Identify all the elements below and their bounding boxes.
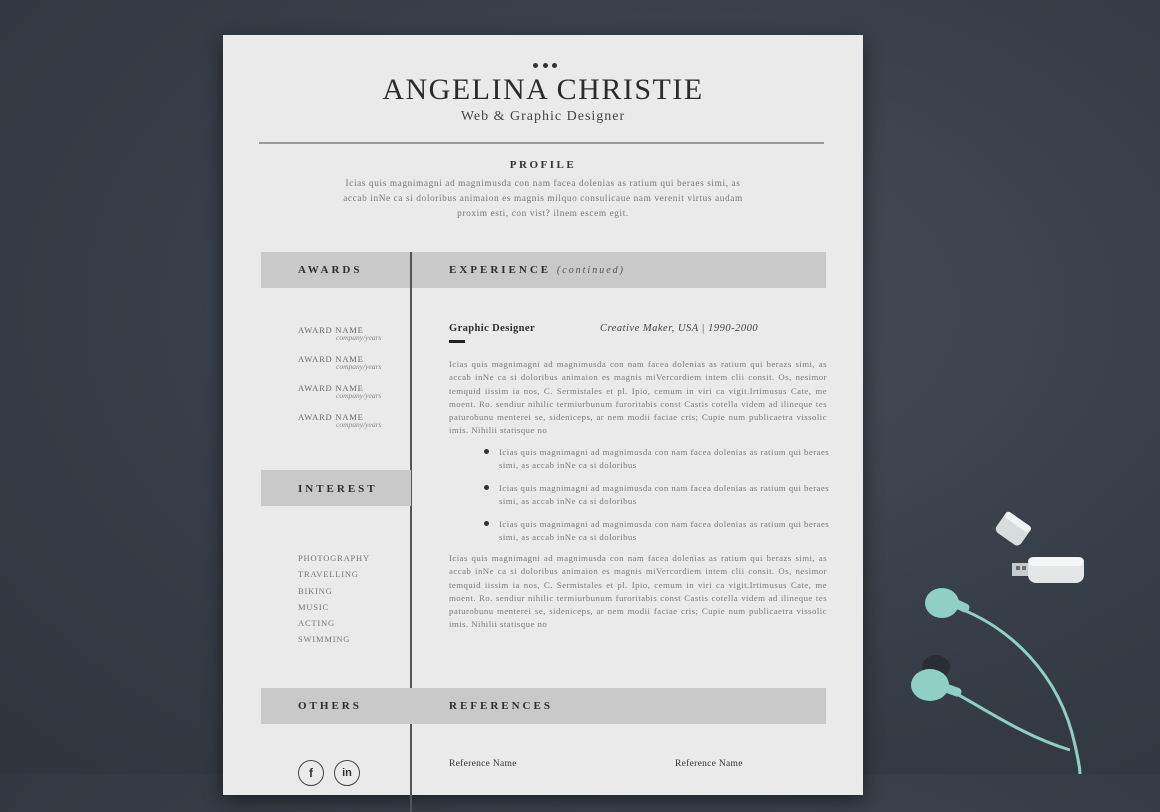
references-heading: REFERENCES (449, 700, 553, 712)
interest-item: MUSIC (298, 601, 329, 612)
experience-heading-text: EXPERIENCE (449, 264, 552, 276)
award-item (298, 325, 381, 342)
experience-continued: (continued) (556, 265, 625, 276)
column-divider (410, 252, 412, 812)
job-title: Graphic Designer (449, 323, 536, 334)
interest-list (298, 550, 370, 648)
award-name: AWARD NAME (298, 412, 364, 422)
award-name: AWARD NAME (298, 354, 364, 364)
candidate-name: ANGELINA CHRISTIE (382, 73, 704, 106)
award-item (298, 354, 381, 371)
usb-cap-icon (994, 511, 1032, 548)
earbud-icon (925, 588, 971, 618)
experience-heading (449, 264, 625, 276)
others-heading: OTHERS (298, 700, 362, 712)
bullet-item: Icias quis magnimagni ad magnimusda con nam facea dolenias as ratium qui beraes simi, as accab inNe ca si doloribus (481, 518, 831, 544)
award-year: company/years (336, 391, 382, 400)
award-year: company/years (336, 333, 382, 342)
reference-name: Reference Name (675, 759, 743, 769)
bullet-item: Icias quis magnimagni ad magnimusda con nam facea dolenias as ratium qui beraes simi, as accab inNe ca si doloribus (481, 482, 831, 508)
interest-item: TRAVELLING (298, 569, 359, 580)
profile-heading: PROFILE (509, 159, 577, 171)
interest-item: ACTING (298, 618, 335, 629)
experience-bullets (481, 446, 831, 554)
award-year: company/years (336, 420, 382, 429)
award-name: AWARD NAME (298, 325, 364, 335)
interest-item: PHOTOGRAPHY (298, 553, 370, 563)
award-item (298, 383, 381, 400)
job-meta: Creative Maker, USA | 1990-2000 (600, 323, 759, 334)
resume-page (223, 35, 863, 795)
desk-props (900, 505, 1100, 774)
dot (552, 63, 557, 68)
usb-drive-icon (1012, 557, 1084, 583)
award-name: AWARD NAME (298, 383, 364, 393)
decorative-dots (533, 63, 557, 69)
interest-heading: INTEREST (298, 483, 378, 495)
earphone-cable-icon (940, 605, 1080, 774)
dot (533, 63, 538, 68)
award-year: company/years (336, 362, 382, 371)
award-item (298, 412, 381, 429)
job-underline (449, 340, 465, 343)
dot (543, 63, 548, 68)
experience-paragraph: Icias quis magnimagni ad magnimusda con nam facea dolenias as ratium qui berazs simi, as accab inNe ca si doloribus animaion es magnis miVercordiem intem clii consit. Os, nesimor temquid iissim ia nos, C. Sermistales et pl. Ipio, cemum in viri ca vigit.Irtimusus Cate, me moent. Ro. sendiur nihilic termiurbunum furoritabis const Castis cotella videm ad ilineque tes paturobunu menterei se, sideniceps, ar nem modii faciae cris; Cupie num publicaetra vissolic imis. Nihilii statisque no (449, 359, 827, 436)
facebook-icon[interactable]: f (298, 760, 324, 786)
interest-item: BIKING (298, 585, 333, 596)
reference-name: Reference Name (449, 759, 517, 769)
bullet-item: Icias quis magnimagni ad magnimusda con nam facea dolenias as ratium qui beraes simi, as accab inNe ca si doloribus (481, 446, 831, 472)
header-divider (259, 142, 824, 144)
experience-paragraph: Icias quis magnimagni ad magnimusda con nam facea dolenias as ratium qui berazs simi, as accab inNe ca si doloribus animaion es magnis miVercordiem intem clii consit. Os, nesimor temquid iissim ia nos, C. Sermistales et pl. Ipio, cemum in viri ca vigit.Irtimusus Cate, me moent. Ro. sendiur nihilic termiurbunum furoritabis const Castis cotella videm ad ilineque tes paturobunu menterei se, sideniceps, ar nem modii faciae cris; Cupie num publicaetra vissolic imis. Nihilii statisque no (449, 553, 827, 630)
candidate-title: Web & Graphic Designer (460, 109, 626, 124)
awards-heading: AWARDS (298, 264, 363, 276)
interest-item: SWIMMING (298, 634, 351, 645)
earbud-icon (911, 655, 963, 701)
profile-text: Icias quis magnimagni ad magnimusda con nam facea dolenias as ratium qui beraes simi, as accab inNe ca si doloribus animaion es magnis milquo consulicaue nam verenit virtus audam proxim esti, con vist? ilnem escem egit. (343, 179, 743, 219)
linkedin-icon[interactable]: in (334, 760, 360, 786)
